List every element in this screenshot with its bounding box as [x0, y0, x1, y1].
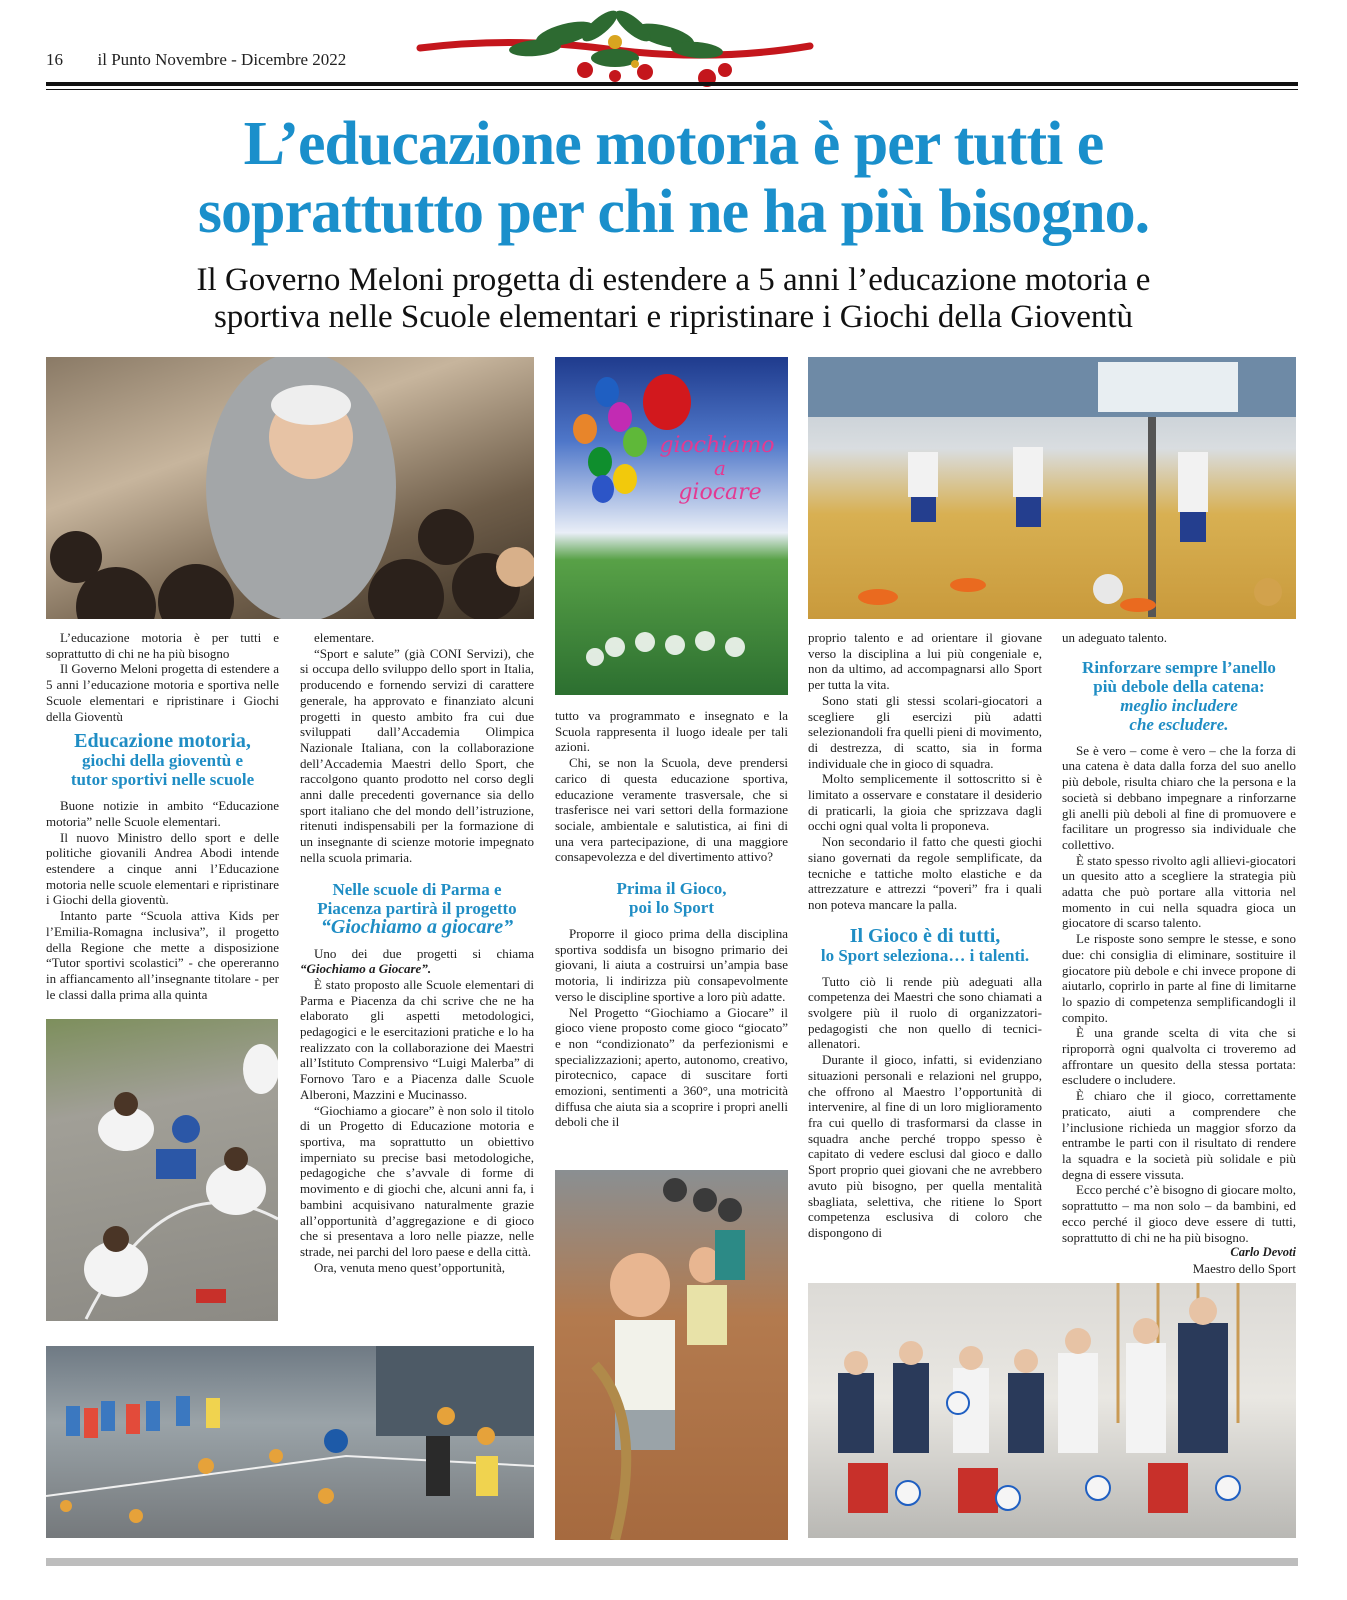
col3-section-heading [555, 879, 788, 917]
col5-section-heading [1062, 658, 1296, 734]
col2-paragraph-3-text: Uno dei due progetti si chiama [314, 945, 534, 961]
col5-paragraph-6: È chiaro che il gioco, correttamente praticato, aiuti a comprendere che l’inclusione richieda un maggior sforzo da entrambe le parti con il risultato di rendere la squadra e la società più solidale e più degna di essere vissuta. [1062, 1088, 1296, 1182]
page-header [46, 50, 426, 70]
author-role: Maestro dello Sport [1192, 1260, 1296, 1276]
col2-paragraph-3 [300, 946, 534, 977]
col1-paragraph-5: Intanto parte “Scuola attiva Kids per l’Emilia-Romagna inclusiva”, il progetto della Regione che mette a disposizione “Tutor sportivi scolastici” - che opereranno in affiancamento all’insegnante titolare - per le classi dalla prima alla quinta [46, 908, 279, 1002]
col2-paragraph-3-title: “Giochiamo a Giocare”. [300, 961, 432, 977]
col4-paragraph-2: Sono stati gli stessi scolari-giocatori a scegliere gli esercizi più adatti selezionandoli fra quelli pieni di movimento, di destrezza, di scatto, sia in forma individuale che in gioco di squadra. [808, 692, 1042, 771]
col5-heading-line-3: meglio includere [1120, 695, 1238, 715]
col1-heading-line-1: Educazione motoria, [74, 730, 251, 753]
publication-title: il Punto Novembre - Dicembre 2022 [97, 50, 347, 69]
photo-schoolyard-balls [46, 1346, 534, 1538]
photo-children-ground [46, 1019, 278, 1321]
col4-heading-line-1: Il Gioco è di tutti, [849, 924, 1001, 947]
column-3 [555, 708, 788, 1130]
col5-paragraph-1: un adeguato talento. [1062, 630, 1168, 645]
col4-heading-line-2: lo Sport seleziona… i talenti. [820, 945, 1030, 965]
header-rule-thin [46, 89, 1298, 90]
col5-heading-line-4: che escludere. [1129, 714, 1229, 734]
headline-line-2: soprattutto per chi ne ha più bisogno. [197, 178, 1150, 246]
col2-paragraph-6: Ora, venuta meno quest’opportunità, [314, 1259, 505, 1275]
photo-tug-of-war [555, 1170, 788, 1540]
col5-paragraph-2: Se è vero – come è vero – che la forza di una catena è data dalla forza del suo anello più debole, risulta chiaro che la persona e la società si debbano impegnare a rinforzarne gli anelli più deboli al fine di promuovere e facilitare un progresso sia individuale che collettivo. [1062, 742, 1296, 852]
col1-paragraph-2: Il Governo Meloni progetta di estendere a 5 anni l’educazione motoria e sportiva nelle Scuole elementari e ripristinare i Giochi della Gioventù [46, 661, 279, 724]
col1-paragraph-3: Buone notizie in ambito “Educazione motoria” nelle Scuole elementari. [46, 798, 279, 829]
headline-line-1: L’educazione motoria è per tutti e [243, 110, 1104, 178]
col3-paragraph-4: Nel Progetto “Giochiamo a Giocare” il gioco viene proposto come gioco “giocato” e non “condizionato” da perfezionismi e specializzazioni; aperto, autonomo, creativo, pirotecnico, capace di suscitare forti emozioni, sentimenti a 360°, una motricità diffusa che aiuta sia a scoprire i propri anelli deboli che il [555, 1004, 788, 1130]
graphic-word-1: giochiamo [659, 433, 775, 458]
col2-heading-line-1: Nelle scuole di Parma e [332, 879, 502, 899]
col5-heading-line-1: Rinforzare sempre l’anello [1082, 657, 1276, 677]
col5-paragraph-7: Ecco perché c’è bisogno di giocare molto, soprattutto – ma non solo – da bambini, ed ecco perché il gioco deve essere di tutti, soprattutto di chi ne ha più bisogno. [1062, 1182, 1296, 1245]
graphic-word-3: giocare [678, 480, 762, 505]
author-signature: Carlo Devoti [1230, 1245, 1296, 1260]
col1-heading-line-2: giochi della gioventù e [81, 751, 244, 771]
col5-paragraph-3: È stato spesso rivolto agli allievi-giocatori un quesito atto a scegliere la strategia più adatta che può portare alla vittoria nel momento in cui nella squadra gioca un giocatore di scarso talento. [1062, 852, 1296, 931]
photo-group-volleyballs [808, 1283, 1296, 1538]
headline [40, 110, 1307, 246]
col2-section-heading [300, 880, 534, 937]
col4-paragraph-3: Molto semplicemente il sottoscritto si è limitato a osservare e constatare il desiderio di praticarli, la gioia che sprizzava dagli occhi ogni qual volta li proponeva. [808, 771, 1042, 834]
col4-paragraph-5: Tutto ciò li rende più adeguati alla competenza dei Maestri che sono chiamati a svolgere più il ruolo di organizzatori-pedagogisti che non quello di tecnici-allenatori. [808, 973, 1042, 1052]
col4-section-heading [808, 924, 1042, 965]
col1-paragraph-1: L’educazione motoria è per tutti e soprattutto di chi ne ha più bisogno [46, 630, 279, 661]
col5-paragraph-4: Le risposte sono sempre le stesse, e sono due: chi consiglia di eliminare, sostituire il giocatore più debole e chi invece propone di aiutarlo, coprirlo in parte al fine di limitarne lo spazio di competenza semplificandogli il compito. [1062, 931, 1296, 1025]
subheadline-line-2: sportiva nelle Scuole elementari e ripristinare i Giochi della Gioventù [213, 299, 1134, 335]
col2-heading-line-2: Piacenza partirà il progetto [317, 898, 517, 918]
column-4 [808, 630, 1042, 1241]
col4-paragraph-1: proprio talento e ad orientare il giovane verso la disciplina a lui più congeniale e, non da ultimo, ad accompagnarsi allo Sport per tutta la vita. [808, 630, 1042, 693]
giochiamo-graphic [555, 357, 788, 695]
col3-heading-line-2: poi lo Sport [628, 898, 715, 918]
col3-heading-line-1: Prima il Gioco, [616, 879, 727, 899]
col2-paragraph-4: È stato proposto alle Scuole elementari di Parma e Piacenza da chi scrive che ne ha elaborato gli aspetti metodologici, pedagogici e le esercitazioni pratiche e lo ha realizzato con la collaborazione dei Maestri all’Istituto Comprensivo “Luigi Malerba” di Fornovo Taro e a Piacenza dalle Scuole Alberoni, Mazzini e Mucinasso. [300, 976, 534, 1102]
col5-paragraph-5: È una grande scelta di vita che si riproporrà ogni qualvolta ci troveremo ad affrontare un quesito della stessa portata: escludere o includere. [1062, 1025, 1296, 1088]
col1-heading-line-3: tutor sportivi nelle scuole [70, 770, 255, 790]
graphic-word-2: a [714, 456, 726, 480]
column-5 [1062, 630, 1296, 1277]
col3-paragraph-2: Chi, se non la Scuola, deve prendersi carico di questa educazione sportiva, educazione veramente trasversale, che si trasferisce nei vari settori della formazione sociale, ambientale e salutistica, ai fini di una vera partecipazione, di una maggiore consapevolezza e del divertimento attivo? [555, 755, 788, 865]
photo-teacher-children [46, 357, 534, 619]
col3-paragraph-1: tutto va programmato e insegnato e la Scuola rappresenta il luogo ideale per tali azioni. [555, 708, 788, 755]
col3-paragraph-3: Proporre il gioco prima della disciplina sportiva soddisfa un bisogno primario dei giovani, li aiuta a costruirsi un’ampia base motoria, li indirizza più consapevolmente verso le discipline sportive a loro più adatte. [555, 926, 788, 1004]
subheadline-line-1: Il Governo Meloni progetta di estendere a 5 anni l’educazione motoria e [196, 262, 1151, 298]
column-1 [46, 630, 279, 1002]
footer-bar [46, 1558, 1298, 1566]
col2-paragraph-5: “Giochiamo a giocare” è non solo il titolo di un Progetto di Educazione motoria e sportiva, ma soprattutto un obiettivo imperniato su precise basi metodologiche, pedagogiche che s’avvale di forme di movimento e di giochi che, alcuni anni fa, i bambini acquisivano naturalmente grazie all’opportunità d’aggregazione e di gioco che si presentava a loro nelle piazze, nelle strade, nei parchi del loro paese e della città. [300, 1102, 534, 1259]
subheadline [60, 262, 1287, 336]
col2-heading-line-3: “Giochiamo a giocare” [320, 915, 514, 938]
col2-paragraph-2: “Sport e salute” (già CONI Servizi), che si occupa dello sviluppo dello sport in Italia, producendo e fornendo servizi di carattere generale, ha approvato e finanziato alcuni progetti in questo ambito fra cui due sviluppati dall’Accademia Olimpica Nazionale Italiana, con la collaborazione dell’Accademia Maestri dello Sport, che raccolgono quanto prodotto nel corso degli anni dalle precedenti governance sia dello sport italiano che del mondo dell’istruzione, ritenuti indispensabili per la formazione di un insegnante di scienze motorie impegnato nella scuola primaria. [300, 645, 534, 865]
photo-gym-children [808, 357, 1296, 619]
col1-section-heading [46, 732, 279, 789]
col4-paragraph-6: Durante il gioco, infatti, si evidenziano situazioni personali e relazioni nel gruppo, che offrono al Maestro l’opportunità di intervenire, al fine di un loro miglioramento fra cui quello di trasformarsi da classe in squadra anche perché troppo spesso è capitato di vedere esclusi dal gioco e dallo Sport proprio quei giovani che ne avrebbero avuto più bisogno, per quella mentalità sbagliata, selettiva, che ritiene lo Sport competenza esclusiva di coloro che dispongono di [808, 1052, 1042, 1240]
col4-paragraph-4: Non secondario il fatto che questi giochi siano governati da regole semplificate, da tecniche e tattiche molto elastiche e da attrezzature e attrezzi “poveri” fra i quali non poteva mancare la palla. [808, 834, 1042, 912]
col1-paragraph-4: Il nuovo Ministro dello sport e delle politiche giovanili Andrea Abodi intende estendere a cinque anni l’Educazione motoria nelle scuole elementari e ripristinare i Giochi della gioventù. [46, 829, 279, 908]
header-rule [46, 82, 1298, 86]
page-number: 16 [46, 50, 63, 69]
col5-heading-line-2: più debole della catena: [1093, 676, 1265, 696]
column-2 [300, 630, 534, 1275]
col2-paragraph-1: elementare. [314, 630, 375, 645]
